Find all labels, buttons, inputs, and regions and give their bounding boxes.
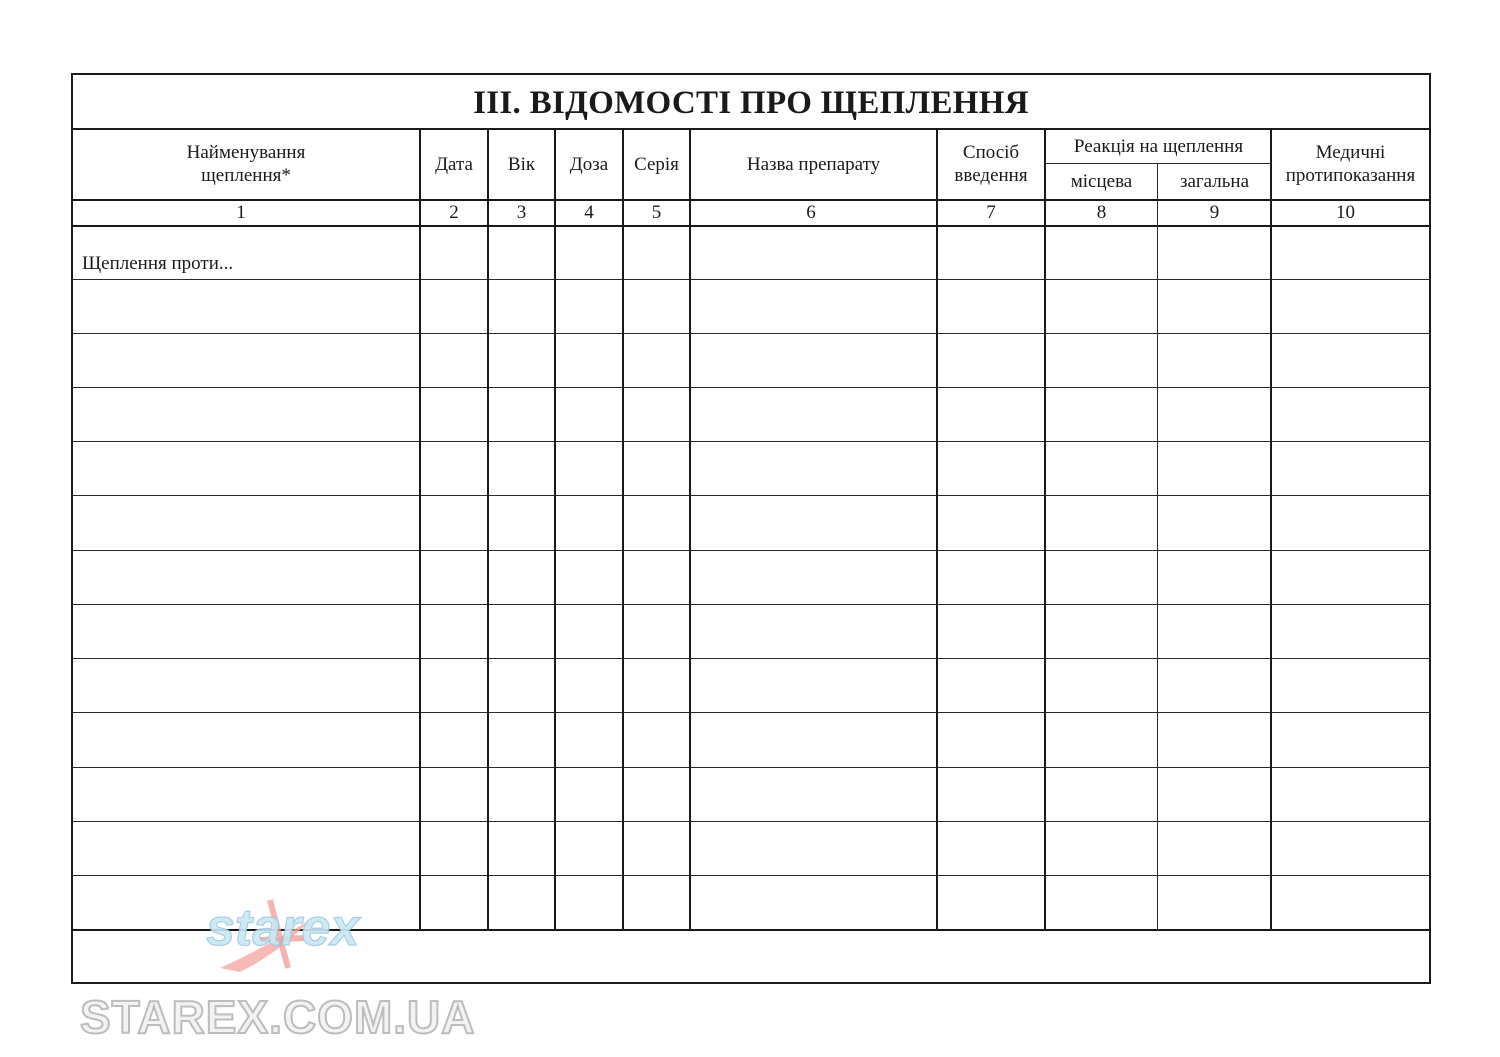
column-number-2: 2: [449, 201, 459, 223]
header-method-line1: Спосіб: [962, 142, 1020, 163]
table-row-line: [71, 550, 1431, 551]
header-date: Дата: [435, 153, 473, 175]
column-number-8: 8: [1096, 201, 1107, 223]
column-divider: [419, 128, 421, 930]
header-reaction: Реакція на щеплення: [1073, 135, 1244, 157]
table-row-line: [71, 333, 1431, 334]
column-number-3: 3: [516, 201, 527, 223]
column-number-5: 5: [651, 201, 662, 223]
table-row-line: [71, 821, 1431, 822]
first-row-vaccine-text: Щеплення проти...: [82, 253, 234, 274]
header-reaction-local: місцева: [1070, 171, 1133, 192]
column-number-1: 1: [236, 201, 246, 223]
column-number-7: 7: [986, 201, 996, 223]
header-administration-method: [938, 129, 1044, 199]
column-number-4: 4: [584, 201, 594, 223]
numbers-divider: [71, 225, 1431, 227]
header-drug-name: Назва препарату: [746, 153, 881, 175]
column-number-6: 6: [806, 201, 816, 223]
header-contraindications-line2: протипоказання: [1285, 165, 1416, 186]
table-row-line: [71, 387, 1431, 388]
column-divider: [1044, 128, 1046, 930]
header-vaccine-name-line2: щеплення*: [201, 165, 291, 186]
svg-text:starex: starex: [206, 899, 360, 957]
column-divider: [936, 128, 938, 930]
column-number-9: 9: [1209, 201, 1220, 223]
column-divider: [554, 128, 556, 930]
header-contraindications-line1: Медичні: [1315, 142, 1386, 163]
table-row-line: [71, 279, 1431, 280]
header-dose: Доза: [569, 153, 609, 175]
header-method-line2: введення: [954, 165, 1028, 186]
header-vaccine-name-line1: Найменування: [186, 142, 306, 163]
table-row-line: [71, 658, 1431, 659]
column-divider: [622, 128, 624, 930]
column-divider: [1270, 128, 1272, 930]
table-row-line: [71, 441, 1431, 442]
table-row-line: [71, 495, 1431, 496]
table-row-line: [71, 875, 1431, 876]
watermark-url: STAREX.COM.UA: [80, 991, 476, 1043]
header-age: Вік: [507, 153, 536, 175]
table-row-line: [71, 604, 1431, 605]
column-number-10: 10: [1336, 201, 1355, 223]
header-vaccine-name: [73, 129, 419, 199]
form-title: ІІІ. ВІДОМОСТІ ПРО ЩЕПЛЕННЯ: [473, 85, 1029, 121]
table-row-line: [71, 712, 1431, 713]
header-contraindications: [1272, 129, 1429, 199]
column-divider: [487, 128, 489, 930]
table-row-line: [71, 767, 1431, 768]
column-divider: [1157, 163, 1158, 930]
header-reaction-general: загальна: [1179, 171, 1250, 192]
header-series: Серія: [634, 153, 679, 175]
starex-logo: [200, 880, 400, 980]
column-divider: [689, 128, 691, 930]
